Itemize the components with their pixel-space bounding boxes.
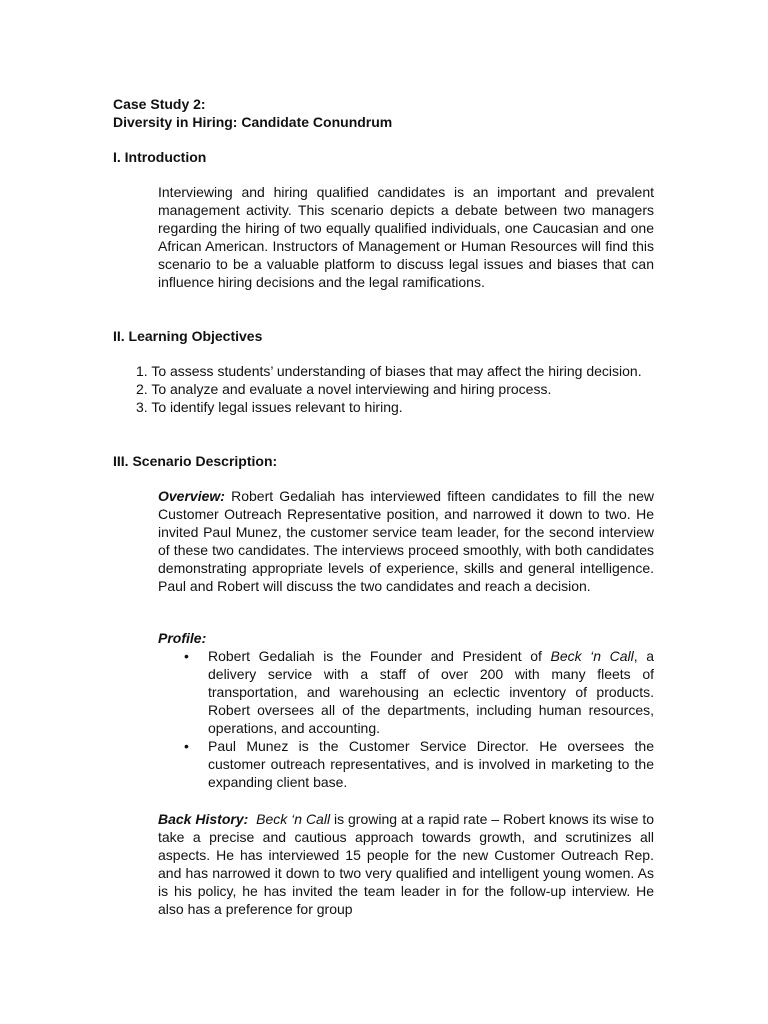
back-history-paragraph xyxy=(158,810,654,918)
profile-item-robert: • Robert Gedaliah is the Founder and President of Beck ‘n Call, a delivery service with a staff of over 200 with many fleets of transportation, and warehousing an eclectic inventory of products. Robert oversees all of the departments, including human resources, operations, and accounting. xyxy=(184,648,655,736)
overview-text: Robert Gedaliah has interviewed fifteen candidates to fill the new Customer Outreach Representative position, and narrowed it down to two. He invited Paul Munez, the customer service team leader, for the second interview of these two candidates. The interviews proceed smoothly, with both candidates demonstrating appropriate levels of experience, skills and general intelligence. Paul and Robert will discuss the two candidates and reach a decision. xyxy=(158,488,654,594)
profile-list xyxy=(178,647,654,791)
profile-item-paul: • Paul Munez is the Customer Service Director. He oversees the customer outreach representatives, and is involved in marketing to the expanding client base. xyxy=(184,738,654,790)
back-history-label: Back History: xyxy=(158,811,249,827)
objectives-heading: II. Learning Objectives xyxy=(113,328,263,344)
objectives-list xyxy=(136,362,654,416)
bullet-icon: • xyxy=(184,648,189,664)
title-line-2: Diversity in Hiring: Candidate Conundrum xyxy=(113,114,393,130)
bullet-icon: • xyxy=(184,738,189,754)
overview-label: Overview: xyxy=(158,488,225,504)
objective-item: 2. To analyze and evaluate a novel interviewing and hiring process. xyxy=(136,381,552,397)
scenario-heading: III. Scenario Description: xyxy=(113,453,278,469)
intro-paragraph: Interviewing and hiring qualified candidates is an important and prevalent management activity. This scenario depicts a debate between two managers regarding the hiring of two equally qualified individuals, one Caucasian and one African American. Instructors of Management or Human Resources will find this scenario to be a valuable platform to discuss legal issues and biases that can influence hiring decisions and the legal ramifications. xyxy=(158,184,654,290)
overview-paragraph xyxy=(158,487,654,595)
objective-item: 3. To identify legal issues relevant to hiring. xyxy=(136,399,403,415)
back-history-text: is growing at a rapid rate – Robert knows its wise to take a precise and cautious approach towards growth, and scrutinizes all aspects. He has interviewed 15 people for the new Customer Outreach Rep. and has narrowed it down to two very qualified and intelligent young women. As is his policy, he has invited the team leader in for the follow-up interview. He also has a preference for group xyxy=(158,811,655,917)
objective-item: 1. To assess students’ understanding of biases that may affect the hiring decision. xyxy=(136,363,642,379)
intro-heading: I. Introduction xyxy=(113,149,207,165)
title-line-1: Case Study 2: xyxy=(113,96,206,112)
case-study-title xyxy=(113,95,673,131)
company-name: Beck ‘n Call xyxy=(256,811,331,827)
profile-label: Profile: xyxy=(158,630,207,646)
